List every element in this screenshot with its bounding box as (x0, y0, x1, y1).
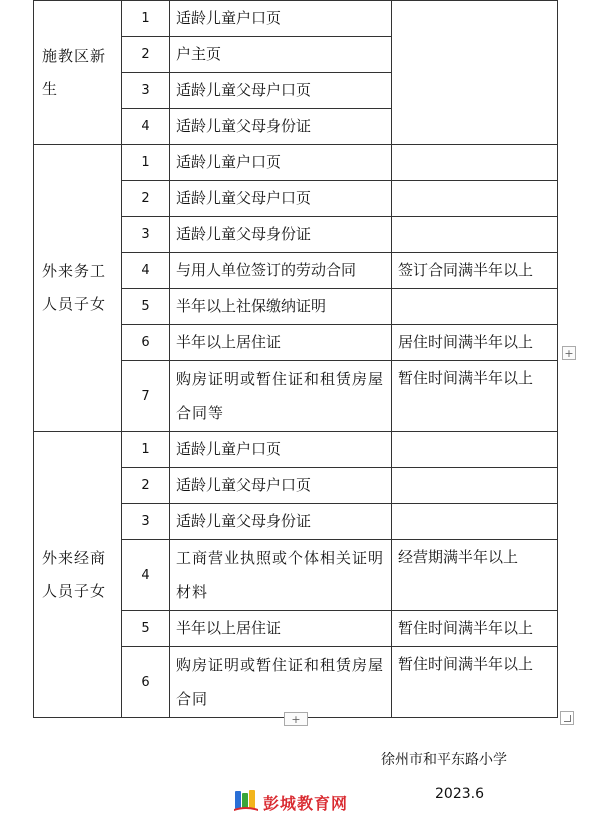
row-number: 6 (122, 647, 170, 718)
row-number: 2 (122, 468, 170, 504)
book-stack-icon (233, 788, 259, 816)
row-number: 1 (122, 432, 170, 468)
note-cell: 暂住时间满半年以上 (392, 361, 558, 432)
row-number: 2 (122, 181, 170, 217)
school-name: 徐州市和平东路小学 (381, 752, 507, 768)
row-number: 3 (122, 217, 170, 253)
row-number: 3 (122, 73, 170, 109)
add-column-button[interactable]: + (562, 346, 576, 360)
row-number: 3 (122, 504, 170, 540)
document-cell: 工商营业执照或个体相关证明材料 (170, 540, 392, 611)
table-row (34, 432, 558, 468)
document-cell: 适龄儿童户口页 (170, 432, 392, 468)
row-number: 1 (122, 1, 170, 37)
row-number: 7 (122, 361, 170, 432)
row-number: 5 (122, 289, 170, 325)
note-cell (392, 289, 558, 325)
category-cell: 外来经商人员子女 (34, 432, 122, 718)
note-cell (392, 1, 558, 145)
note-cell (392, 468, 558, 504)
requirements-table (33, 0, 558, 718)
row-number: 1 (122, 145, 170, 181)
note-cell: 暂住时间满半年以上 (392, 647, 558, 718)
note-cell: 经营期满半年以上 (392, 540, 558, 611)
document-cell: 购房证明或暂住证和租赁房屋合同等 (170, 361, 392, 432)
add-row-button[interactable]: + (284, 712, 308, 726)
note-cell (392, 432, 558, 468)
document-cell: 适龄儿童父母户口页 (170, 73, 392, 109)
note-cell (392, 504, 558, 540)
table-row (34, 1, 558, 37)
document-cell: 适龄儿童户口页 (170, 145, 392, 181)
row-number: 4 (122, 253, 170, 289)
note-cell: 居住时间满半年以上 (392, 325, 558, 361)
row-number: 5 (122, 611, 170, 647)
table-resize-handle[interactable] (560, 711, 574, 725)
row-number: 4 (122, 540, 170, 611)
row-number: 2 (122, 37, 170, 73)
document-cell: 适龄儿童父母身份证 (170, 504, 392, 540)
document-cell: 半年以上居住证 (170, 325, 392, 361)
table-row (34, 145, 558, 181)
logo-text: 彭城教育网 (263, 793, 349, 813)
note-cell (392, 181, 558, 217)
document-cell: 半年以上居住证 (170, 611, 392, 647)
note-cell: 签订合同满半年以上 (392, 253, 558, 289)
row-number: 6 (122, 325, 170, 361)
document-cell: 半年以上社保缴纳证明 (170, 289, 392, 325)
document-cell: 户主页 (170, 37, 392, 73)
row-number: 4 (122, 109, 170, 145)
document-cell: 适龄儿童父母户口页 (170, 468, 392, 504)
note-cell (392, 145, 558, 181)
category-cell: 外来务工人员子女 (34, 145, 122, 432)
document-cell: 适龄儿童父母户口页 (170, 181, 392, 217)
document-cell: 适龄儿童父母身份证 (170, 217, 392, 253)
note-cell: 暂住时间满半年以上 (392, 611, 558, 647)
note-cell (392, 217, 558, 253)
document-cell: 与用人单位签订的劳动合同 (170, 253, 392, 289)
site-logo (233, 789, 348, 815)
document-cell: 适龄儿童户口页 (170, 1, 392, 37)
date-text: 2023.6 (435, 786, 484, 802)
document-cell: 适龄儿童父母身份证 (170, 109, 392, 145)
category-cell: 施教区新生 (34, 1, 122, 145)
document-cell: 购房证明或暂住证和租赁房屋合同 (170, 647, 392, 718)
